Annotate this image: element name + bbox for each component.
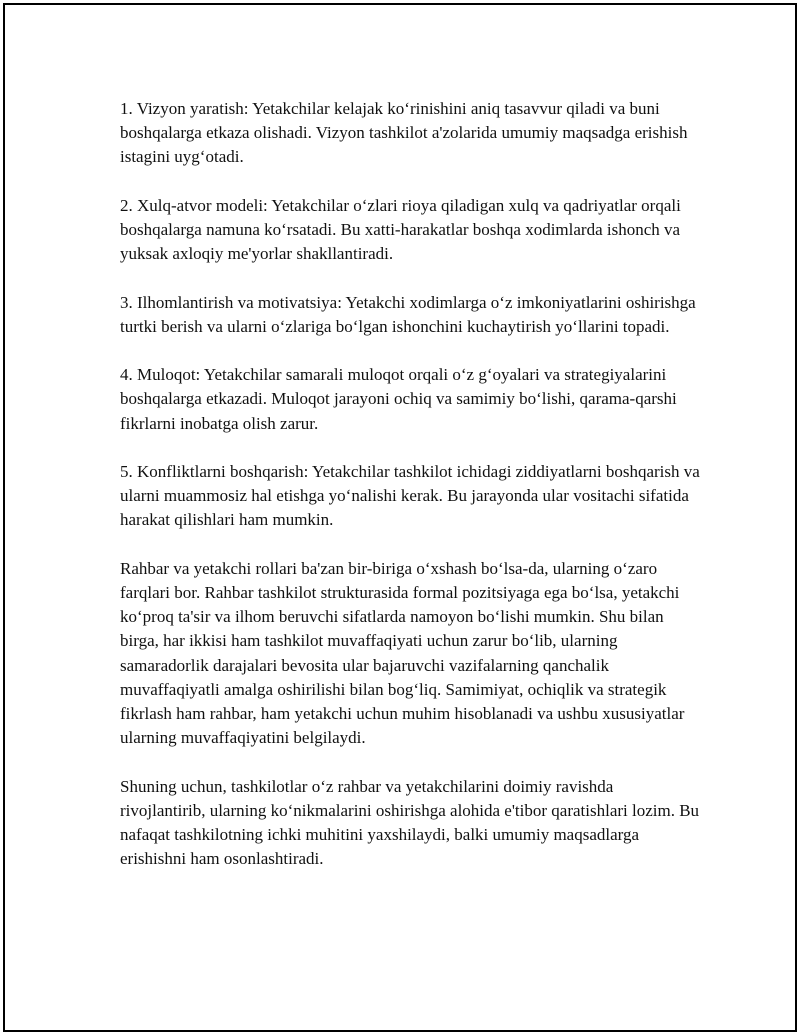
document-body	[120, 97, 700, 896]
paragraph-communication: 4. Muloqot: Yetakchilar samarali muloqot orqali oʻz gʻoyalari va strategiyalarini boshqalarga etkazadi. Muloqot jarayoni ochiq va samimiy boʻlishi, qarama-qarshi fikrlarni inobatga olish zarur.	[120, 365, 677, 433]
paragraph-inspiration: 3. Ilhomlantirish va motivatsiya: Yetakchi xodimlarga oʻz imkoniyatlarini oshirishga turtki berish va ularni oʻzlariga boʻlgan ishonchini kuchaytirish yoʻllarini topadi.	[120, 292, 696, 336]
paragraph-vision: 1. Vizyon yaratish: Yetakchilar kelajak koʻrinishini aniq tasavvur qiladi va buni boshqalarga etkaza olishadi. Vizyon tashkilot a'zolarida umumiy maqsadga erishish istagini uygʻotadi.	[120, 99, 688, 167]
page-frame	[3, 3, 797, 1032]
paragraph-conclusion: Shuning uchun, tashkilotlar oʻz rahbar va yetakchilarini doimiy ravishda rivojlantirib, ularning koʻnikmalarini oshirishga alohida e'tibor qaratishlari lozim. Bu nafaqat tashkilotning ichki muhitini yaxshilaydi, balki umumiy maqsadlarga erishishni ham osonlashtiradi.	[120, 776, 700, 869]
paragraph-behavior-model: 2. Xulq-atvor modeli: Yetakchilar oʻzlari rioya qiladigan xulq va qadriyatlar orqali boshqalarga namuna koʻrsatadi. Bu xatti-harakatlar boshqa xodimlarda ishonch va yuksak axloqiy me'yorlar shakllantiradi.	[120, 195, 681, 264]
paragraph-conflict-management: 5. Konfliktlarni boshqarish: Yetakchilar tashkilot ichidagi ziddiyatlarni boshqarish va ularni muammosiz hal etishga yoʻnalishi kerak. Bu jarayonda ular vositachi sifatida harakat qilishlari ham mumkin.	[120, 461, 700, 530]
paragraph-leader-vs-manager: Rahbar va yetakchi rollari ba'zan bir-biriga oʻxshash boʻlsa-da, ularning oʻzaro farqlari bor. Rahbar tashkilot strukturasida formal pozitsiyaga ega boʻlsa, yetakchi koʻproq ta'sir va ilhom beruvchi sifatlarda namoyon boʻlishi mumkin. Shu bilan birga, har ikkisi ham tashkilot muvaffaqiyati uchun zarur boʻlib, ularning samaradorlik darajalari bevosita ular bajaruvchi vazifalarning qanchalik muvaffaqiyatli amalga oshirilishi bilan bogʻliq. Samimiyat, ochiqlik va strategik fikrlash ham rahbar, ham yetakchi uchun muhim hisoblanadi va ushbu xususiyatlar ularning muvaffaqiyatini belgilaydi.	[120, 558, 685, 748]
